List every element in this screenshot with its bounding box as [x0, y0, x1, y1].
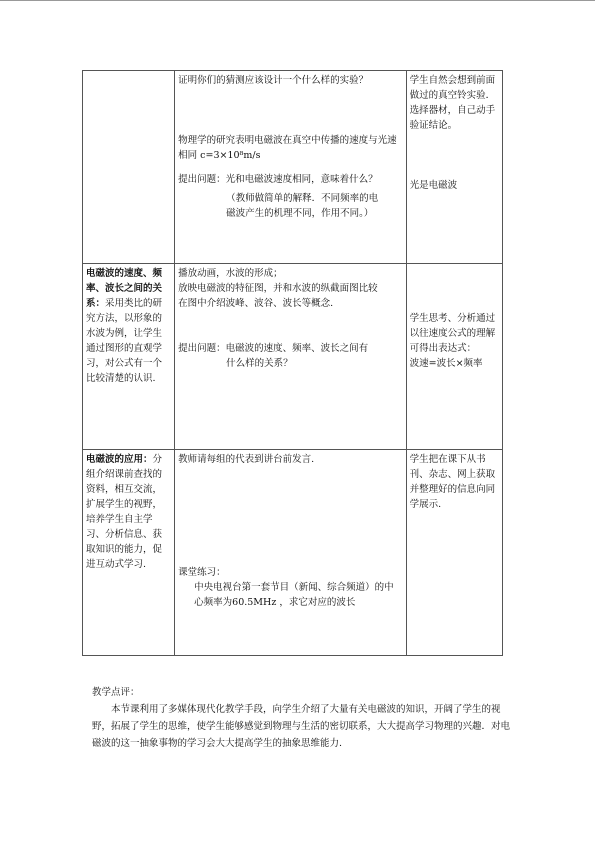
section-heading-application: 电磁波的应用：	[86, 454, 153, 465]
table-row	[83, 71, 503, 264]
row1-col3-cell	[406, 71, 502, 264]
row2-col3-cell	[406, 264, 502, 450]
experiment-question: 证明你们的猜测应该设计一个什么样的实验？	[178, 75, 369, 86]
concept-step: 在图中介绍波峰、波谷、波长等概念.	[178, 298, 334, 309]
animation-step: 播放动画，水波的形成；	[178, 268, 283, 279]
light-is-em-wave: 光是电磁波	[409, 180, 458, 191]
table-row	[83, 264, 503, 450]
section-text-application: 分组介绍课前查找的资料，相互交流，扩展学生的视野，培养学生自主学习、分析信息、获取知识的能力，促进互动式学习.	[86, 454, 163, 570]
wave-formula: 波速=波长×频率	[409, 358, 483, 369]
review-paragraph: 本节课利用了多媒体现代化教学手段，向学生介绍了大量有关电磁波的知识，开阔了学生的视野，拓展了学生的思维，使学生能够感觉到物理与生活的密切联系，大大提高学习物理的兴趣．对电磁波的这一抽象事物的学习会大大提高学生的抽象思维能力.	[92, 704, 511, 749]
row3-col3-cell	[406, 450, 502, 656]
diagram-step: 放映电磁波的特征图，并和水波的纵截面图比较	[178, 283, 378, 294]
exercise-title: 课堂练习：	[178, 567, 226, 578]
section-heading-relation: 电磁波的速度、频率、波长之间的关系：	[86, 268, 163, 309]
table-row	[83, 450, 503, 656]
student-presentation: 学生把在课下从书刊、杂志、网上获取并整理好的信息向同学展示.	[409, 454, 496, 510]
row3-col2-cell	[175, 450, 406, 656]
row2-col2-cell	[175, 264, 406, 450]
teacher-explanation: （教师做简单的解释．不同频率的电磁波产生的机理不同，作用不同。）	[226, 193, 379, 219]
review-title: 教学点评：	[92, 687, 140, 698]
row2-col1-cell	[83, 264, 175, 450]
relation-question-cont: 什么样的关系？	[226, 358, 293, 369]
relation-question: 提出问题：电磁波的速度、频率、波长之间有	[178, 343, 369, 354]
teaching-review	[92, 684, 512, 752]
row1-col1-cell	[83, 71, 175, 264]
page-top-rule	[0, 0, 595, 1]
group-presentation: 教师请每组的代表到讲台前发言.	[178, 454, 315, 465]
row1-col2-cell	[175, 71, 406, 264]
student-response: 学生自然会想到前面做过的真空铃实验．选择器材，自己动手验证结论。	[409, 75, 496, 131]
lesson-plan-table	[82, 70, 503, 656]
light-question: 提出问题：光和电磁波速度相同，意味着什么？	[178, 174, 378, 185]
speed-statement: 物理学的研究表明电磁波在真空中传播的速度与光速相同 c=3×10⁸m/s	[178, 135, 397, 161]
section-text-relation: 采用类比的研究方法，以形象的水波为例，让学生通过图形的直观学习，对公式有一个比较清楚的认识.	[86, 298, 163, 384]
row3-col1-cell	[83, 450, 175, 656]
exercise-question: 中央电视台第一套节目（新闻、综合频道）的中心频率为60.5MHz ，求它对应的波长	[194, 582, 394, 608]
student-analysis: 学生思考、分析通过以往速度公式的理解可得出表达式：	[409, 313, 496, 354]
